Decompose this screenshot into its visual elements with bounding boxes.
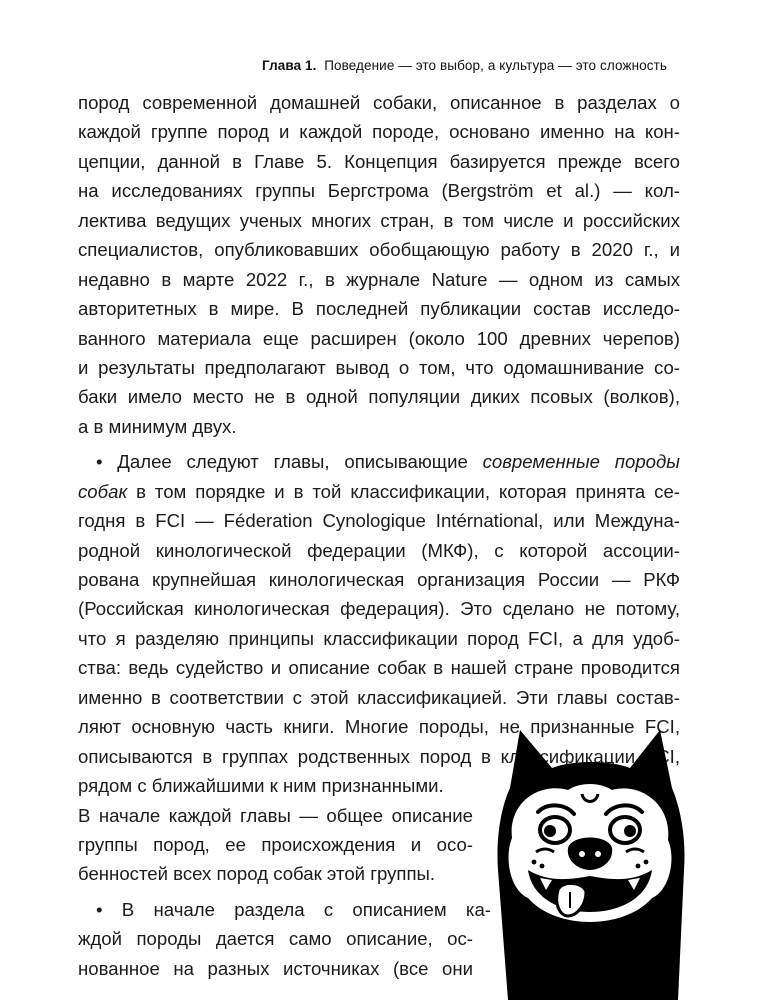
body-line: ляют основную часть книги. Многие породы, не признанные FCI, xyxy=(78,716,680,738)
body-line: рядом с ближайшими к ним признанными. xyxy=(78,775,444,797)
body-line: родной кинологической федерации (МКФ), с которой ассоции- xyxy=(78,539,680,561)
body-line: • В начале раздела с описанием ка- xyxy=(96,898,491,920)
chapter-title: Поведение — это выбор, а культура — это сложность xyxy=(324,58,667,73)
body-line: именно в соответствии с этой классификацией. Эти главы состав- xyxy=(78,686,680,708)
paragraph-2-second-line xyxy=(78,477,680,506)
body-line: авторитетных в мире. В последней публикации состав исследо- xyxy=(78,298,680,320)
body-line: специалистов, опубликовавших обобщающую работу в 2020 г., и xyxy=(78,239,680,261)
paragraph-2-first-line xyxy=(78,447,680,476)
body-line: рована крупнейшая кинологическая организация России — РКФ xyxy=(78,569,680,590)
body-line: группы пород, ее происхождения и осо- xyxy=(78,833,473,855)
body-line: ванного материала еще расширен (около 100 древних черепов) xyxy=(78,327,680,349)
body-line: и результаты предполагают вывод о том, что одомашнивание со- xyxy=(78,356,680,378)
text-span: в том порядке и в той классификации, которая принята се- xyxy=(127,480,680,502)
body-line: ждой породы дается само описание, ос- xyxy=(78,928,473,950)
body-line: В начале каждой главы — общее описание xyxy=(78,804,473,826)
body-line: недавно в марте 2022 г., в журнале Nature — одном из самых xyxy=(78,268,680,290)
body-line: цепции, данной в Главе 5. Концепция базируется прежде всего xyxy=(78,150,680,172)
body-line: (Российская кинологическая федерация). Это сделано не потому, xyxy=(78,598,680,620)
body-line: описываются в группах родственных пород в классификации FCI, xyxy=(78,745,680,767)
body-line: ства: ведь судейство и описание собак в нашей стране проводится xyxy=(78,657,680,679)
body-line: лектива ведущих ученых многих стран, в том числе и российских xyxy=(78,209,680,231)
running-head xyxy=(262,58,667,73)
body-line: бенностей всех пород собак этой группы. xyxy=(78,863,436,885)
italic-phrase: собак xyxy=(78,480,128,502)
body-line: каждой группе пород и каждой породе, основано именно на кон- xyxy=(78,121,680,143)
body-line: что я разделяю принципы классификации пород FCI, а для удоб- xyxy=(78,627,680,649)
chapter-label: Глава 1. xyxy=(261,58,317,73)
body-line: баки имело место не в одной популяции диких псовых (волков), xyxy=(78,386,680,408)
body-line: нованное на разных источниках (все они xyxy=(78,957,473,979)
body-line: на исследованиях группы Бергстрома (Bergström et al.) — кол- xyxy=(78,180,680,202)
text-span: • Далее следуют главы, описывающие xyxy=(96,451,483,473)
body-line: годня в FCI — Féderation Cynologique Intérnational, или Междуна- xyxy=(78,510,680,532)
body-line: пород современной домашней собаки, описанное в разделах о xyxy=(78,92,680,113)
italic-phrase: современные породы xyxy=(482,451,680,473)
dog-illustration xyxy=(488,730,692,1000)
body-line: а в минимум двух. xyxy=(78,415,237,437)
